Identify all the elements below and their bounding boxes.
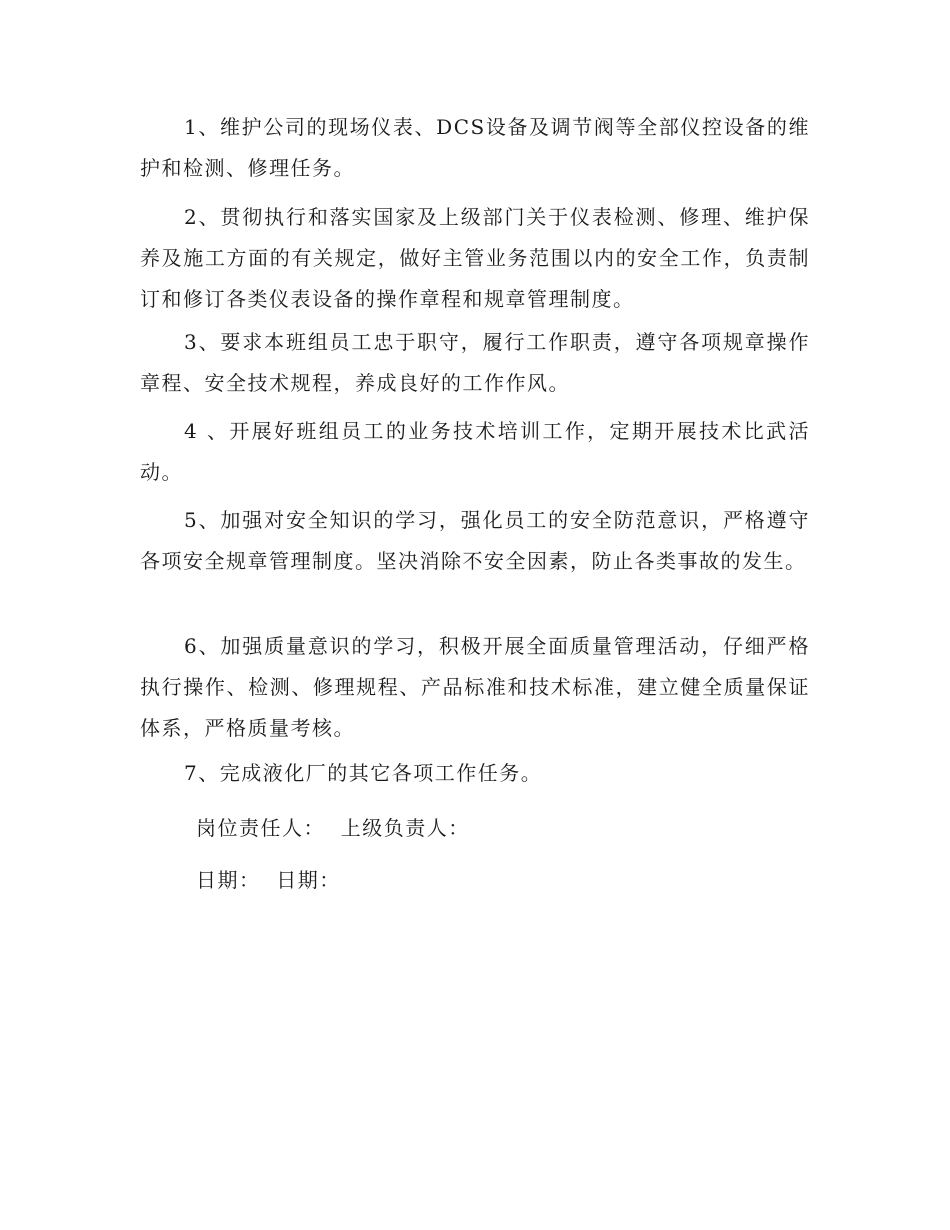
- signature-responsible-line: 岗位责任人： 上级负责人：: [196, 816, 470, 840]
- duty-item-5: 5、加强对安全知识的学习，强化员工的安全防范意识，严格遵守各项安全规章管理制度。坚决消除不安全因素，防止各类事故的发生。: [140, 508, 810, 573]
- duty-item-2: 2、贯彻执行和落实国家及上级部门关于仪表检测、修理、维护保养及施工方面的有关规定，做好主管业务范围以内的安全工作，负责制订和修订各类仪表设备的操作章程和规章管理制度。: [140, 205, 810, 311]
- duty-item-1: 1、维护公司的现场仪表、DCS设备及调节阀等全部仪控设备的维护和检测、修理任务。: [140, 115, 810, 180]
- duty-item-3: 3、要求本班组员工忠于职守，履行工作职责，遵守各项规章操作章程、安全技术规程，养成良好的工作作风。: [140, 330, 810, 395]
- duty-item-6: 6、加强质量意识的学习，积极开展全面质量管理活动，仔细严格执行操作、检测、修理规程、产品标准和技术标准，建立健全质量保证体系，严格质量考核。: [140, 634, 810, 740]
- duty-item-7: 7、完成液化厂的其它各项工作任务。: [184, 761, 543, 785]
- duty-item-4: 4 、开展好班组员工的业务技术培训工作，定期开展技术比武活动。: [140, 419, 810, 484]
- signature-date-line: 日期： 日期：: [196, 868, 341, 892]
